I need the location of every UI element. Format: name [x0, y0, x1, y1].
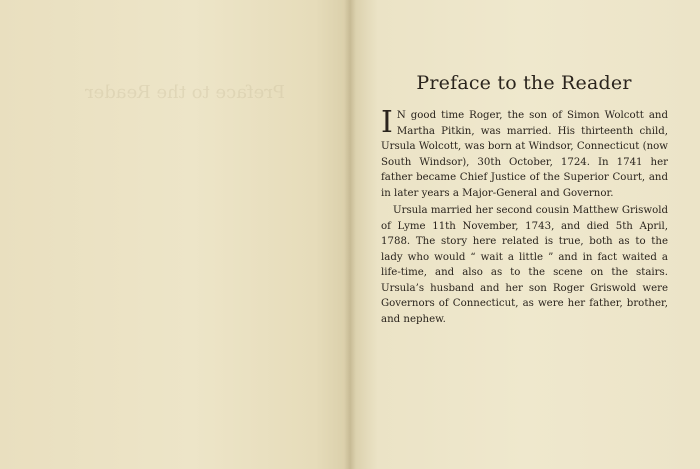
- preface-body: [381, 105, 668, 327]
- book-gutter: [344, 0, 356, 469]
- page-title: Preface to the Reader: [416, 72, 632, 94]
- drop-cap: I: [381, 105, 393, 140]
- paragraph-2: Ursula married her second cousin Matthew Griswold of Lyme 11th November, 1743, and died 5th April, 1788. The story here related is true, both as to the lady who would “ wait a little ” and in fact waited a life-time, and also as to the scene on the stairs. Ursula’s husband and her son Roger Griswold were Governors of Connecticut, as were her father, brother, and nephew.: [381, 205, 668, 325]
- paragraph-1-text: N good time Roger, the son of Simon Wolcott and Martha Pitkin, was married. His thirteenth child, Ursula Wolcott, was born at Windsor, Connecticut (now South Windsor), 30th October, 1724. In 1741 her father became Chief Justice of the Superior Court, and in later years a Major-General and Governor.: [381, 110, 668, 199]
- paragraph-1: [381, 105, 668, 201]
- show-through-text: Preface to the Reader: [85, 82, 285, 103]
